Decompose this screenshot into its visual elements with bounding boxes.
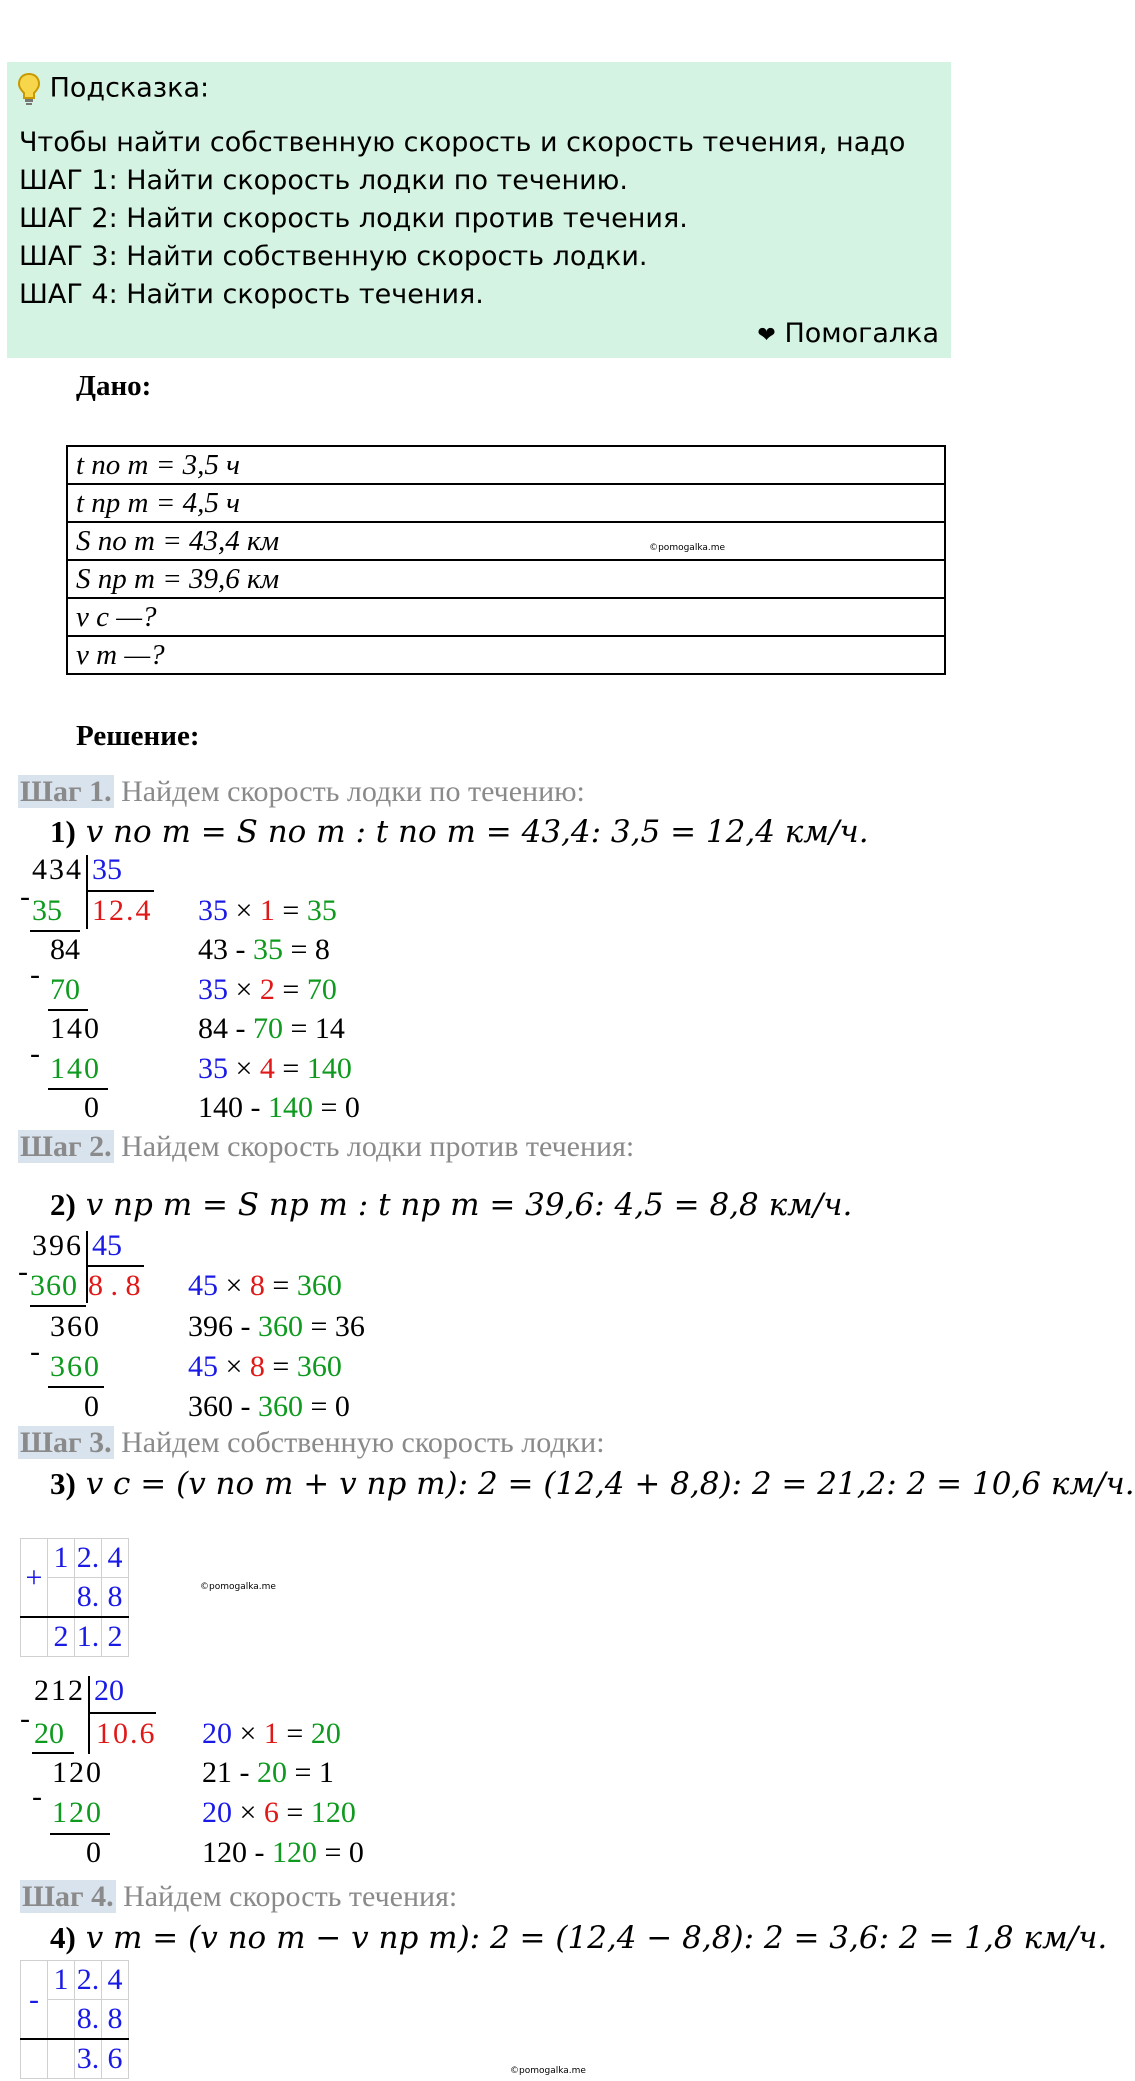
digit: 2 [102,1617,129,1657]
column-subtraction [20,1960,129,2079]
watermark: ©pomogalka.me [200,1582,276,1592]
formula-1 [50,814,869,850]
formula-text: v т = (v по т − v пр т): 2 = (12,4 − 8,8): 2 = 3,6: 2 = 1,8 км/ч. [85,1920,1108,1956]
division-row: 360 [30,1269,78,1302]
step-badge: Шаг 4. [22,1880,114,1913]
division-row: 140 [50,1052,101,1085]
dividend: 212 [34,1674,85,1707]
watermark: ©pomogalka.me [510,2066,586,2076]
brand-link[interactable] [757,318,939,349]
given-cell [67,636,945,674]
given-value: t пр т = 4,5 ч [76,486,240,519]
grid-cell [21,1617,48,1657]
minus-sign: - [30,958,40,991]
hint-title-row [17,72,209,106]
digit: 2. [75,1961,102,2000]
hint-step-text: Найти скорость лодки против течения. [117,203,688,234]
digit: 8. [75,2000,102,2040]
division-row: 20 [34,1717,64,1750]
step-badge: Шаг 3. [20,1426,112,1459]
watermark: ©pomogalka.me [649,542,726,553]
note: 140 - 140 = 0 [198,1091,360,1124]
minus-sign: - [30,1037,40,1070]
note: 45 × 8 = 360 [188,1269,342,1302]
minus-sign: - [20,1702,30,1735]
given-cell [67,560,945,598]
hint-step-label: ШАГ 2: [19,203,118,234]
minus-sign: - [21,1961,48,2040]
division-row: 35 [32,894,62,927]
digit: 8 [102,1578,129,1618]
digit [48,2039,75,2079]
digit: 1. [75,1617,102,1657]
digit: 1 [48,1539,75,1578]
hint-intro: Чтобы найти собственную скорость и скорость течения, надо [19,127,906,158]
note: 45 × 8 = 360 [188,1350,342,1383]
given-value: S пр т = 39,6 км [76,562,280,595]
formula-number: 4) [50,1920,76,1955]
note: 35 × 1 = 35 [198,894,337,927]
division-row: 360 [50,1350,101,1383]
step-badge: Шаг 2. [20,1130,112,1163]
note: 20 × 6 = 120 [202,1796,356,1829]
given-cell [67,446,945,484]
formula-text: v пр т = S пр т : t пр т = 39,6: 4,5 = 8,8 км/ч. [85,1187,853,1223]
given-cell [67,522,945,560]
divisor: 35 [92,853,122,886]
step-text: Найдем скорость течения: [115,1880,458,1913]
given-row [67,636,945,674]
note: 84 - 70 = 14 [198,1012,345,1045]
note: 43 - 35 = 8 [198,933,330,966]
minus-sign: - [20,880,30,913]
formula-4 [50,1920,1107,1956]
hint-step-3 [19,241,648,272]
minus-sign: - [32,1780,42,1813]
step-1-title [18,775,585,809]
given-value: v т —? [76,638,165,671]
given-value: v с —? [76,600,157,633]
note: 120 - 120 = 0 [202,1836,364,1869]
hint-step-1 [19,165,628,196]
divisor: 45 [92,1229,122,1262]
division-row: 84 [50,933,80,966]
division-row: 120 [52,1756,103,1789]
given-row [67,484,945,522]
digit: 8. [75,1578,102,1618]
column-addition [20,1538,129,1657]
formula-2 [50,1187,852,1223]
hint-step-label: ШАГ 3: [19,241,118,272]
digit [48,1578,75,1618]
division-row: 70 [50,973,80,1006]
digit: 1 [48,1961,75,2000]
division-row: 120 [52,1796,103,1829]
grid-cell [21,2039,48,2079]
formula-text: v с = (v по т + v пр т): 2 = (12,4 + 8,8): 2 = 21,2: 2 = 10,6 км/ч. [85,1466,1135,1502]
hint-title: Подсказка: [49,72,210,104]
brand-label: Помогалка [784,318,939,349]
digit: 4 [102,1961,129,2000]
dividend: 396 [32,1229,83,1262]
step-2-title [18,1130,634,1164]
given-row [67,522,945,560]
digit: 6 [102,2039,129,2079]
division-row: 360 [50,1310,101,1343]
quotient: 12.4 [92,894,153,927]
hint-box [7,62,951,358]
hint-step-4 [19,279,484,310]
step-text: Найдем собственную скорость лодки: [113,1426,605,1459]
dividend: 434 [32,853,83,886]
division-row: 0 [86,1836,101,1869]
digit [48,2000,75,2040]
minus-sign: - [30,1335,40,1368]
lightbulb-icon [17,72,41,106]
division-row: 0 [84,1091,99,1124]
digit: 3. [75,2039,102,2079]
step-text: Найдем скорость лодки по течению: [113,775,585,808]
digit: 8 [102,2000,129,2040]
formula-number: 2) [50,1187,76,1222]
hint-step-text: Найти скорость лодки по течению. [117,165,628,196]
given-row [67,598,945,636]
given-heading: Дано: [76,370,152,402]
formula-3 [50,1466,1135,1502]
hint-step-2 [19,203,688,234]
quotient: 10.6 [96,1717,157,1750]
step-3-title [18,1426,605,1460]
hint-step-label: ШАГ 1: [19,165,118,196]
hint-step-text: Найти скорость течения. [117,279,484,310]
note: 21 - 20 = 1 [202,1756,334,1789]
step-badge: Шаг 1. [20,775,112,808]
given-cell [67,598,945,636]
note: 360 - 360 = 0 [188,1390,350,1423]
formula-number: 1) [50,814,76,849]
hint-step-text: Найти собственную скорость лодки. [117,241,648,272]
given-value: S по т = 43,4 км [76,524,280,557]
given-value: t по т = 3,5 ч [76,448,240,481]
division-row: 140 [50,1012,101,1045]
given-row [67,446,945,484]
plus-sign: + [21,1539,48,1618]
digit: 2. [75,1539,102,1578]
formula-text: v по т = S по т : t по т = 43,4: 3,5 = 12,4 км/ч. [85,814,869,850]
given-row [67,560,945,598]
note: 20 × 1 = 20 [202,1717,341,1750]
digit: 4 [102,1539,129,1578]
given-table [66,445,946,675]
note: 396 - 360 = 36 [188,1310,365,1343]
step-text: Найдем скорость лодки против течения: [113,1130,635,1163]
formula-number: 3) [50,1466,76,1501]
solution-heading: Решение: [76,720,200,752]
minus-sign: - [18,1255,28,1288]
digit: 2 [48,1617,75,1657]
heart-icon: ❤ [757,323,776,348]
quotient: 8 . 8 [88,1269,141,1302]
given-cell [67,484,945,522]
step-4-title [20,1880,457,1914]
division-row: 0 [84,1390,99,1423]
note: 35 × 2 = 70 [198,973,337,1006]
divisor: 20 [94,1674,124,1707]
note: 35 × 4 = 140 [198,1052,352,1085]
hint-step-label: ШАГ 4: [19,279,118,310]
